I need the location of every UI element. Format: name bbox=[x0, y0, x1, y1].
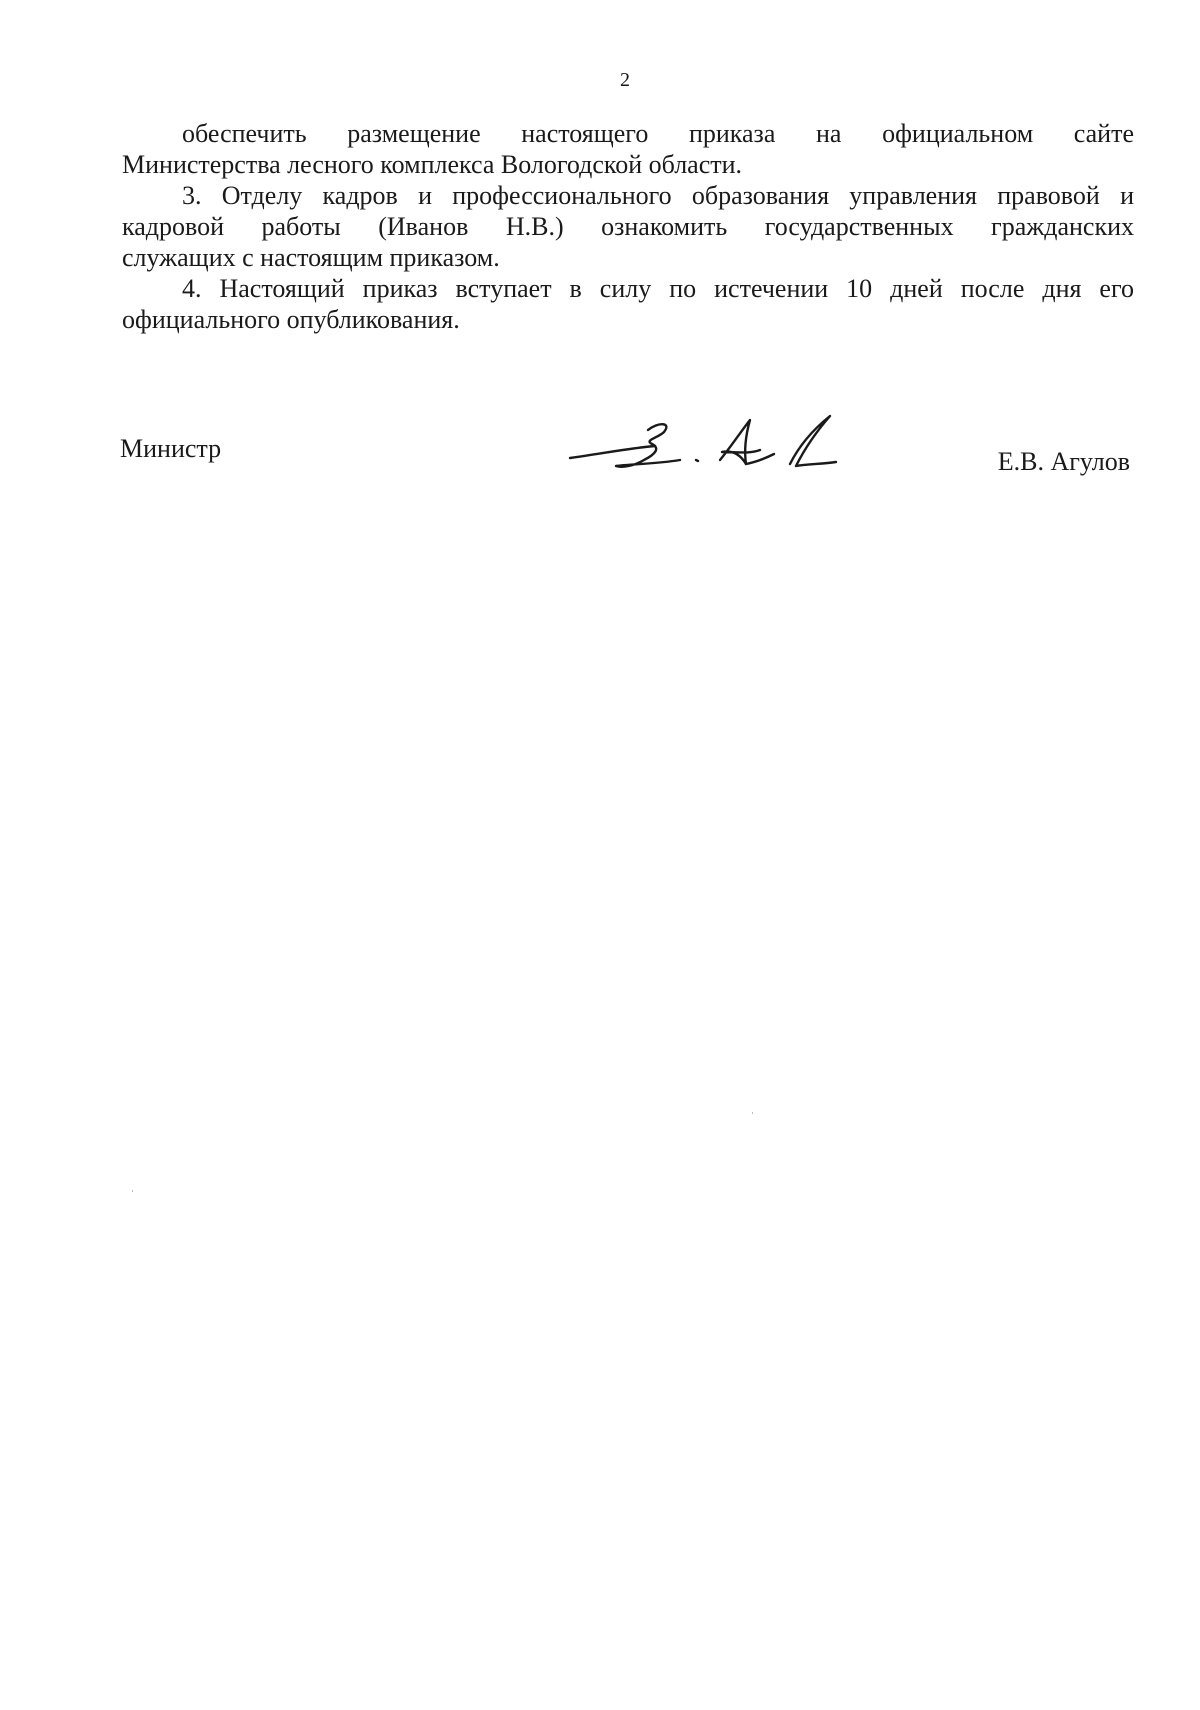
signature-block bbox=[0, 0, 1200, 520]
paragraph-line: 4. Настоящий приказ вступает в силу по истечении 10 дней после дня его bbox=[182, 274, 1134, 303]
paragraph-line: обеспечить размещение настоящего приказа на официальном сайте bbox=[182, 119, 1134, 148]
scan-speck bbox=[132, 1190, 133, 1192]
paragraph-line: Министерства лесного комплекса Вологодской области. bbox=[122, 150, 743, 179]
scan-speck bbox=[752, 1112, 753, 1114]
page-number: 2 bbox=[620, 69, 630, 91]
paragraph-line: официального опубликования. bbox=[122, 305, 460, 334]
signer-title: Министр bbox=[120, 434, 222, 463]
signer-name: Е.В. Агулов bbox=[997, 447, 1130, 476]
paragraph-line: служащих с настоящим приказом. bbox=[122, 243, 500, 272]
paragraph-line: кадровой работы (Иванов Н.В.) ознакомить государственных гражданских bbox=[122, 212, 1134, 241]
paragraph-line: 3. Отделу кадров и профессионального образования управления правовой и bbox=[182, 181, 1134, 210]
handwritten-signature bbox=[560, 408, 850, 488]
